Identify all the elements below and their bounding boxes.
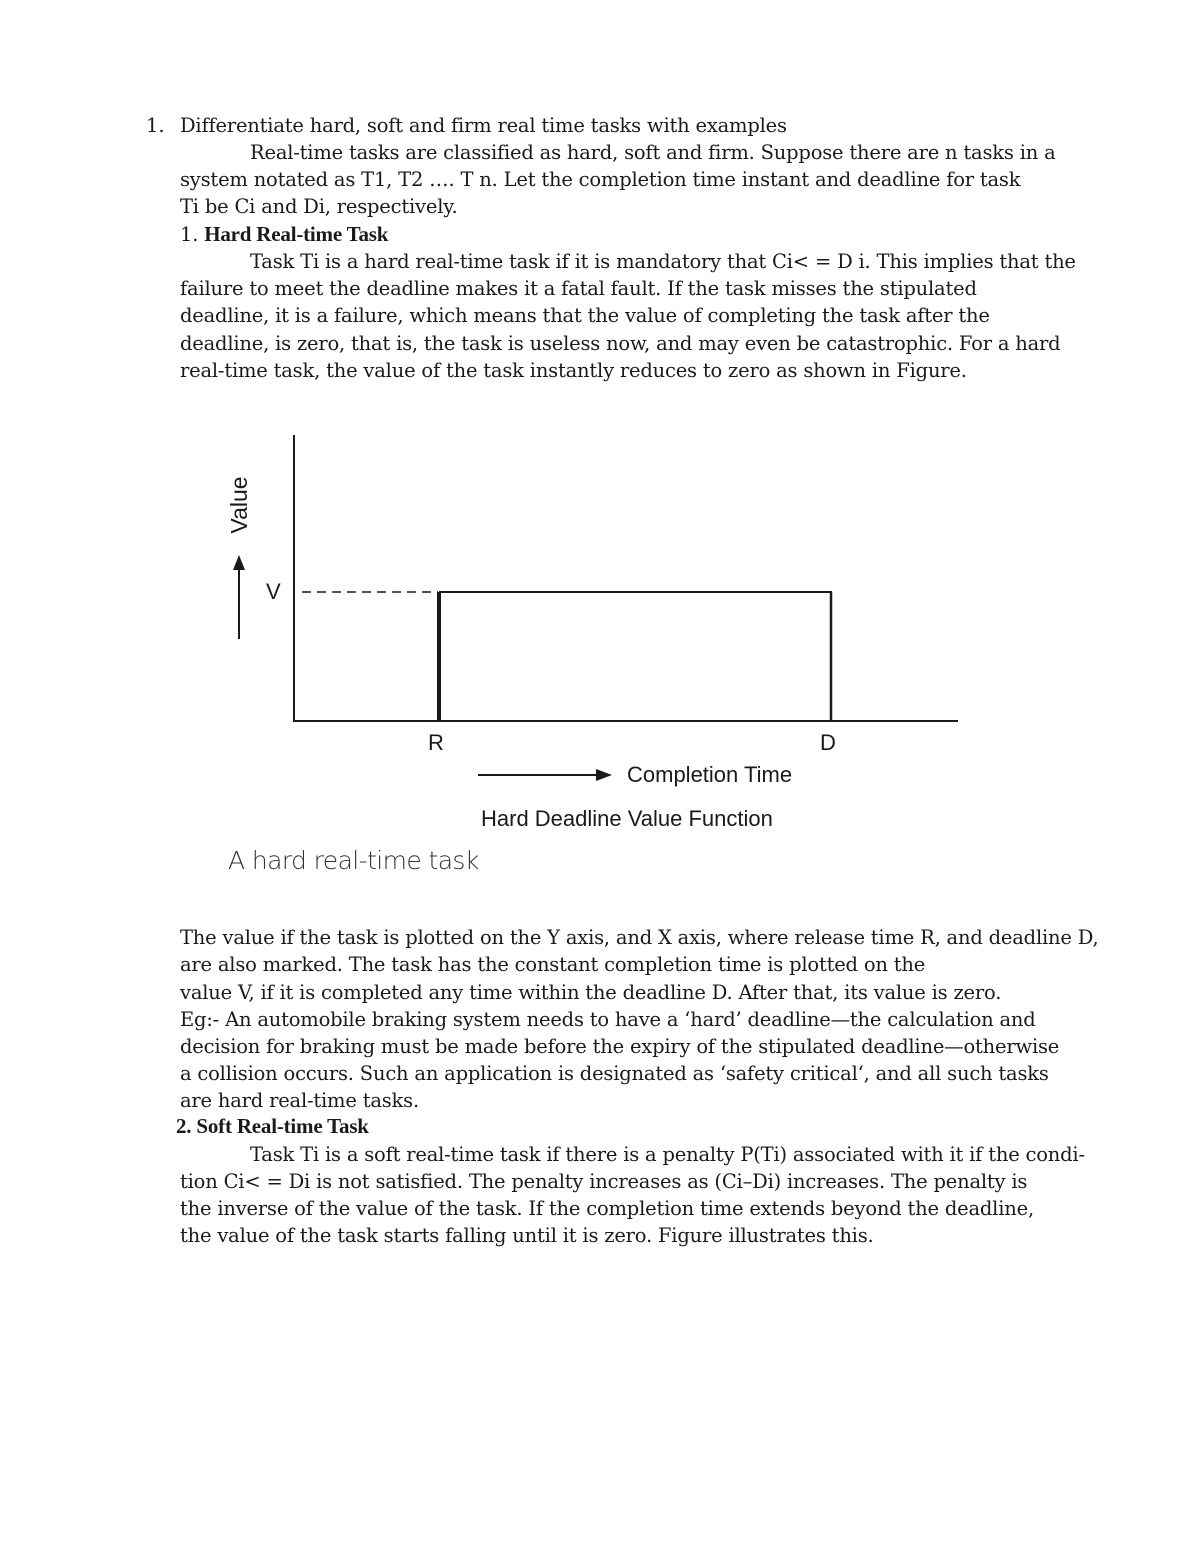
after-figure-line: are also marked. The task has the constant completion time is plotted on the	[180, 953, 926, 976]
hard-section-title: Hard Real-time Task	[204, 222, 389, 246]
soft-paragraph-line: the value of the task starts falling until it is zero. Figure illustrates this.	[180, 1224, 874, 1247]
x-axis-label: Completion Time	[627, 762, 793, 787]
hard-paragraph-line: deadline, it is a failure, which means that the value of completing the task after the	[180, 304, 990, 327]
question-title: Differentiate hard, soft and firm real time tasks with examples	[180, 114, 787, 137]
soft-section-heading: 2. Soft Real-time Task	[176, 1114, 369, 1138]
after-figure-line: Eg:- An automobile braking system needs to have a ‘hard’ deadline—the calculation and	[180, 1008, 1036, 1031]
hard-section-number: 1.	[180, 223, 199, 246]
figure-title: Hard Deadline Value Function	[481, 806, 773, 831]
after-figure-line: value V, if it is completed any time within the deadline D. After that, its value is zero.	[180, 981, 1002, 1004]
release-tick-label: R	[428, 730, 444, 755]
up-arrow-head-icon	[233, 555, 245, 570]
hard-paragraph-line: real-time task, the value of the task instantly reduces to zero as shown in Figure.	[180, 359, 967, 382]
y-axis-label: Value	[226, 476, 252, 534]
intro-line: Real-time tasks are classified as hard, soft and firm. Suppose there are n tasks in a	[250, 141, 1056, 164]
after-figure-line: a collision occurs. Such an application is designated as ‘safety critical‘, and all such tasks	[180, 1062, 1049, 1085]
soft-paragraph-line: tion Ci< = Di is not satisfied. The penalty increases as (Ci–Di) increases. The penalty is	[180, 1170, 1028, 1193]
intro-line: system notated as T1, T2 …. T n. Let the completion time instant and deadline for task	[180, 168, 1021, 191]
hard-section-heading	[180, 221, 388, 248]
after-figure-line: The value if the task is plotted on the Y axis, and X axis, where release time R, and deadline D,	[180, 926, 1099, 949]
after-figure-line: decision for braking must be made before the expiry of the stipulated deadline—otherwise	[180, 1035, 1060, 1058]
hard-paragraph-line: deadline, is zero, that is, the task is useless now, and may even be catastrophic. For a hard	[180, 332, 1061, 355]
after-figure-line: are hard real-time tasks.	[180, 1089, 419, 1112]
soft-paragraph-line: Task Ti is a soft real-time task if there is a penalty P(Ti) associated with it if the condi-	[250, 1143, 1085, 1166]
hard-deadline-value-figure	[220, 425, 980, 895]
hard-paragraph-line: Task Ti is a hard real-time task if it is mandatory that Ci< = D i. This implies that the	[250, 250, 1076, 273]
figure-caption: A hard real-time task	[228, 846, 479, 875]
deadline-tick-label: D	[820, 730, 836, 755]
intro-line: Ti be Ci and Di, respectively.	[180, 195, 458, 218]
value-tick-label: V	[266, 579, 281, 604]
right-arrow-head-icon	[596, 769, 612, 781]
soft-paragraph-line: the inverse of the value of the task. If the completion time extends beyond the deadline,	[180, 1197, 1034, 1220]
hard-paragraph-line: failure to meet the deadline makes it a fatal fault. If the task misses the stipulated	[180, 277, 977, 300]
question-number: 1.	[146, 114, 165, 137]
